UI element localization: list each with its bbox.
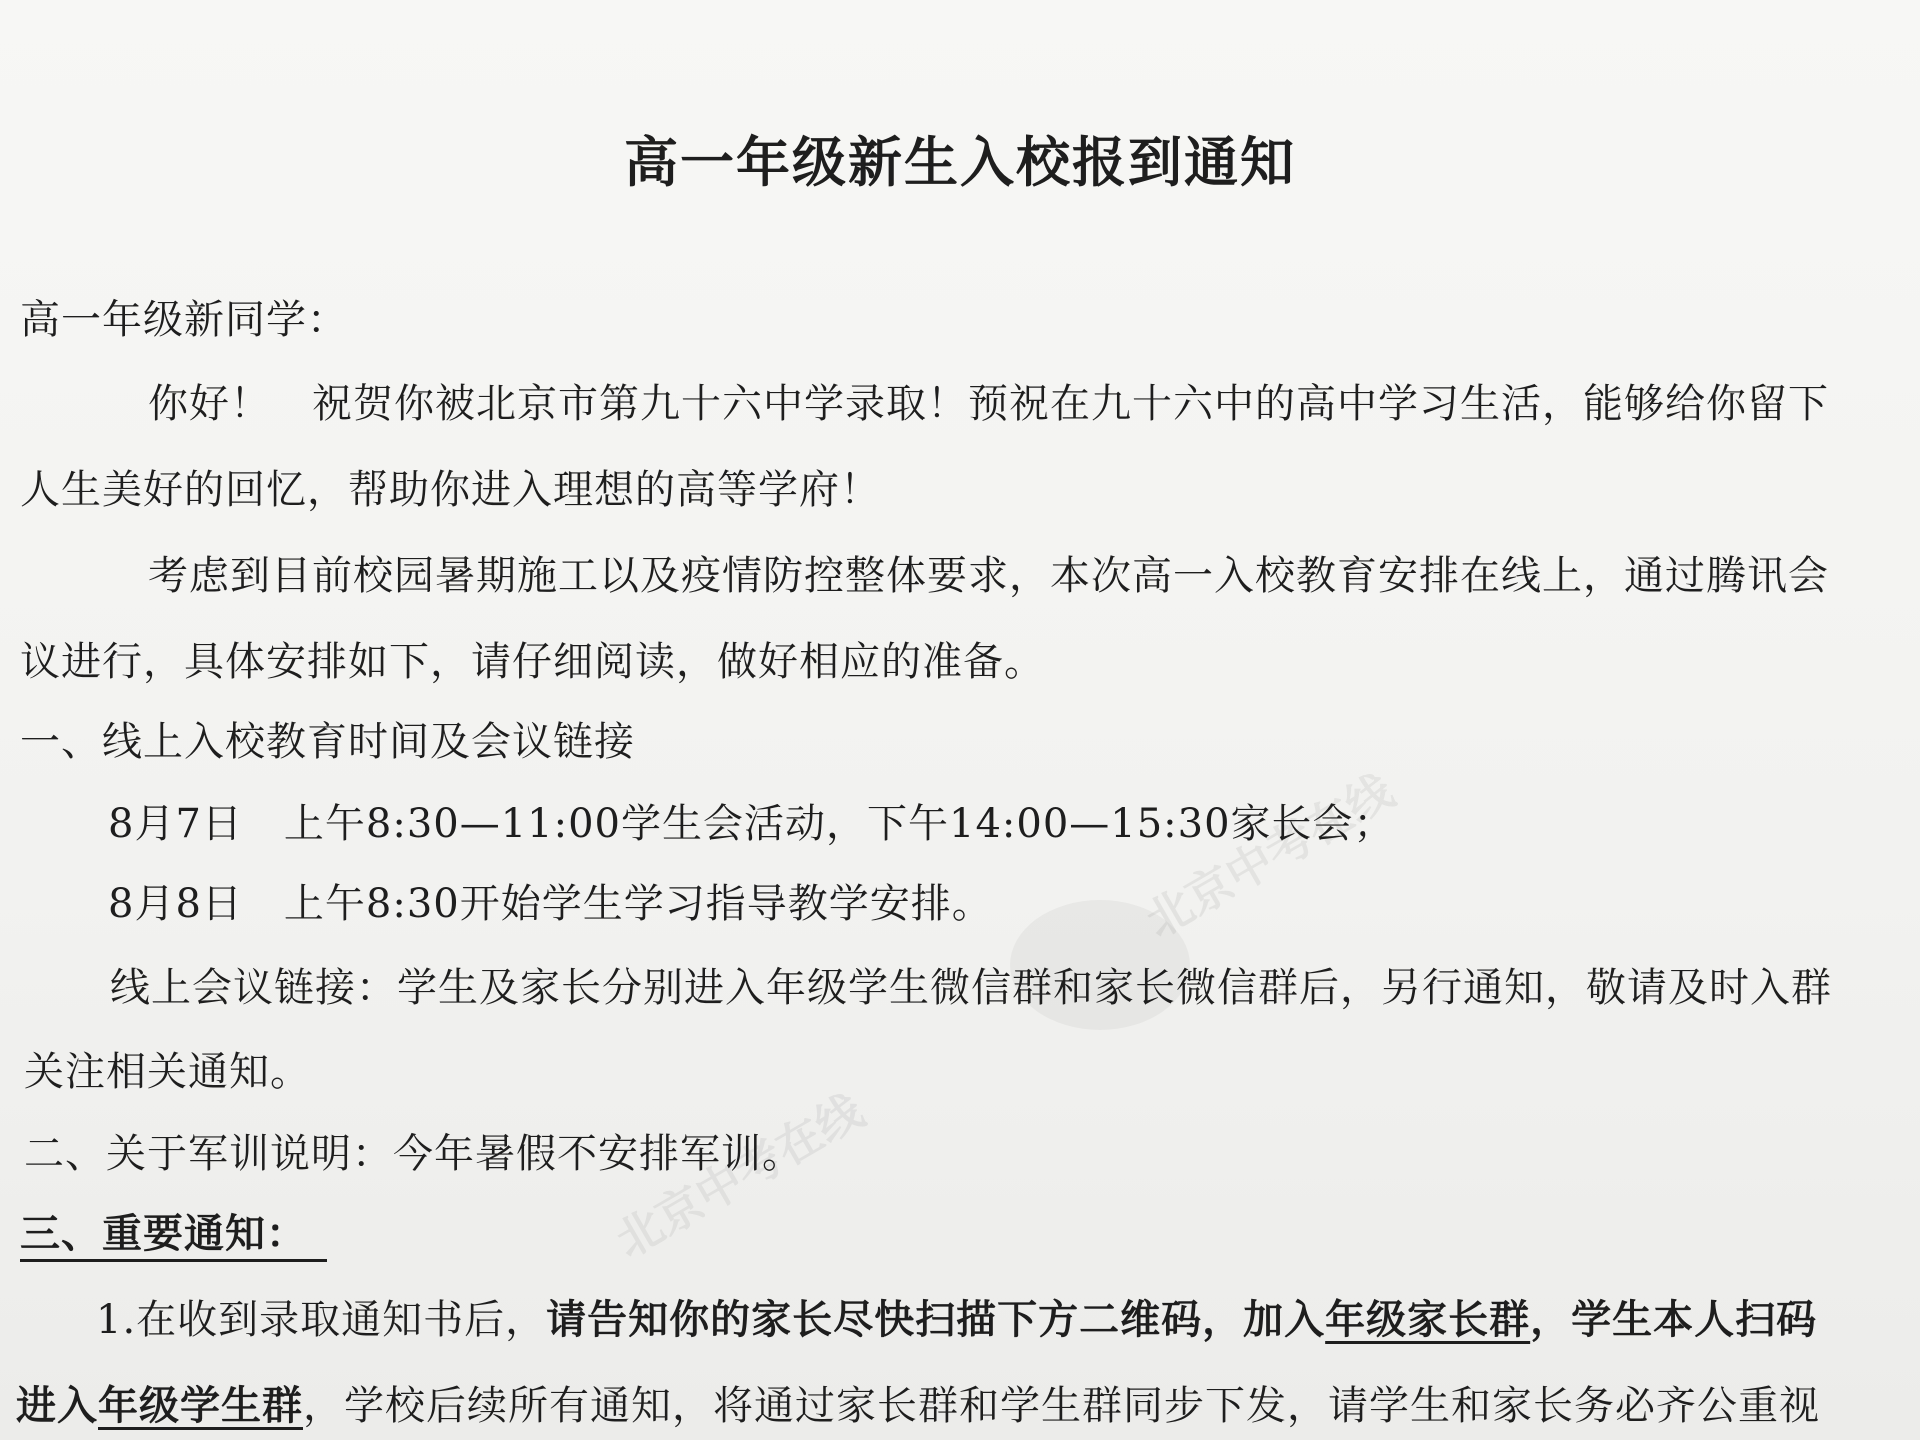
paragraph-2-line-1: 考虑到目前校园暑期施工以及疫情防控整体要求，本次高一入校教育安排在线上，通过腾讯会	[148, 553, 1829, 599]
document-title: 高一年级新生入校报到通知	[624, 130, 1296, 194]
notice-1-emphasis: 请告知你的家长尽快扫描下方二维码，加入	[546, 1296, 1326, 1343]
paragraph-1-line-1: 你好！ 祝贺你被北京市第九十六中学录取！预祝在九十六中的高中学习生活，能够给你留下	[148, 381, 1829, 427]
paragraph-1-line-2: 人生美好的回忆，帮助你进入理想的高等学府！	[20, 467, 881, 513]
notice-1-student-scan: ，学生本人扫码	[1530, 1296, 1818, 1343]
watermark: 北京中考在线	[1136, 763, 1403, 948]
notice-2-text: ，学校后续所有通知，将通过家长群和学生群同步下发，请学生和家长务必齐公重视	[303, 1383, 1820, 1429]
section-3-heading-text: 三、重要通知：	[20, 1210, 327, 1262]
watermark: 北京中考在线	[606, 1083, 873, 1268]
notice-1-line-2	[16, 1380, 1820, 1432]
paragraph-2-line-2: 议进行，具体安排如下，请仔细阅读，做好相应的准备。	[20, 639, 1045, 685]
meeting-link-line-1: 线上会议链接：学生及家长分别进入年级学生微信群和家长微信群后，另行通知，敬请及时入群	[110, 965, 1832, 1011]
notice-1-text: 1.在收到录取通知书后，	[96, 1297, 547, 1343]
schedule-item-1: 8月7日 上午8:30—11:00学生会活动，下午14:00—15:30家长会；	[108, 801, 1395, 847]
notice-1-line-1	[96, 1294, 1817, 1346]
salutation: 高一年级新同学：	[20, 297, 348, 343]
student-group-label: 年级学生群	[98, 1382, 303, 1429]
schedule-item-2: 8月8日 上午8:30开始学生学习指导教学安排。	[108, 881, 993, 927]
meeting-link-line-2: 关注相关通知。	[24, 1049, 311, 1095]
notice-2-enter: 进入	[16, 1382, 98, 1429]
section-3-heading	[20, 1208, 327, 1260]
section-2-military-training: 二、关于军训说明：今年暑假不安排军训。	[24, 1131, 803, 1177]
section-1-heading: 一、线上入校教育时间及会议链接	[20, 719, 635, 765]
parent-group-label: 年级家长群	[1325, 1296, 1531, 1343]
